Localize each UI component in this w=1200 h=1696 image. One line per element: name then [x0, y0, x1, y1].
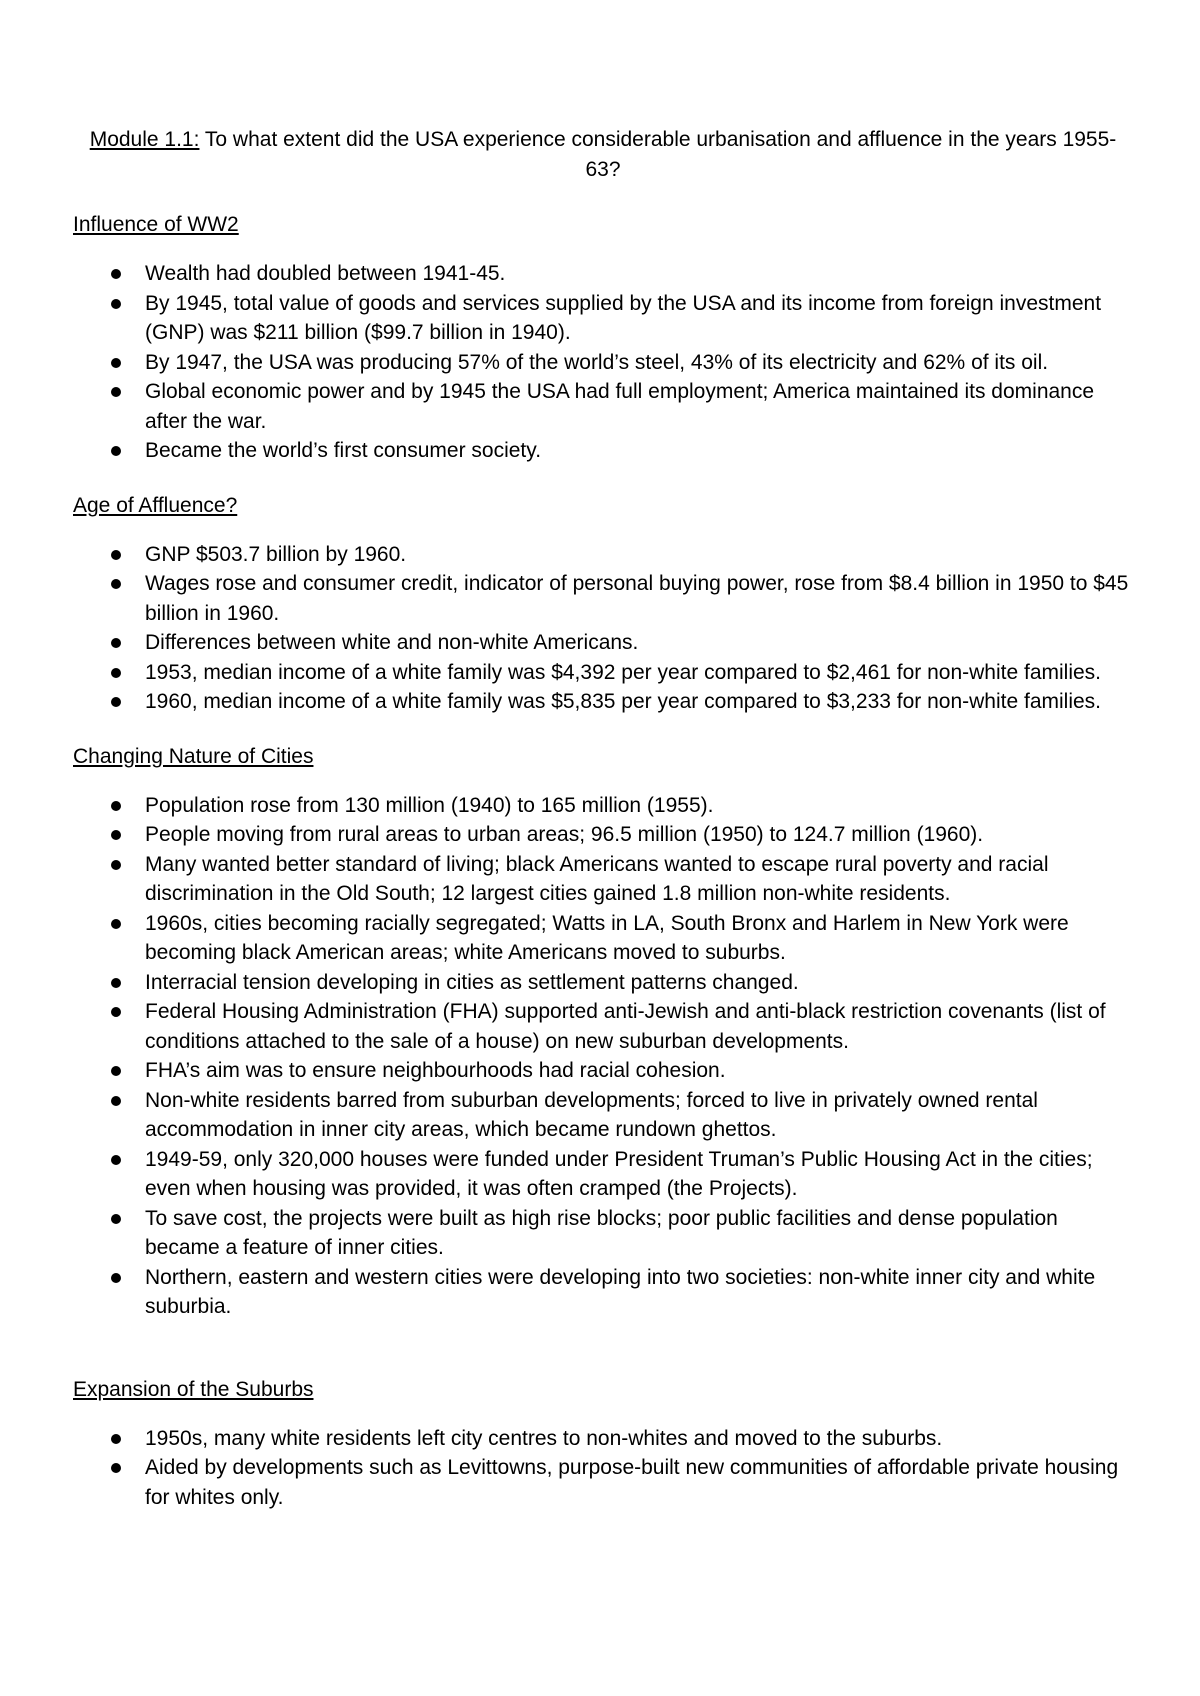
list-item-text: Differences between white and non-white Americans. — [145, 631, 639, 654]
bullet-icon — [111, 1434, 121, 1444]
list-item-text: Wealth had doubled between 1941-45. — [145, 262, 506, 285]
section-spacer — [73, 1348, 1133, 1376]
bullet-icon — [111, 579, 121, 589]
list-item-text: By 1947, the USA was producing 57% of the world’s steel, 43% of its electricity and 62% of its oil. — [145, 350, 1049, 374]
list-item — [73, 1056, 1133, 1086]
list-item-text: 1960s, cities becoming racially segregated; Watts in LA, South Bronx and Harlem in New York were becoming black American areas; white Americans moved to suburbs. — [145, 911, 1069, 964]
bullet-list — [73, 1424, 1133, 1513]
bullet-icon — [111, 1066, 121, 1076]
bullet-list — [73, 540, 1133, 717]
list-item — [73, 820, 1133, 850]
list-item-text: Federal Housing Administration (FHA) supported anti-Jewish and anti-black restriction covenants (list of conditions attached to the sale of a house) on new suburban developments. — [145, 1000, 1106, 1053]
list-item-text: To save cost, the projects were built as high rise blocks; poor public facilities and dense population became a feature of inner cities. — [145, 1206, 1058, 1259]
list-item-text: Non-white residents barred from suburban developments; forced to live in privately owned rental accommodation in inner city areas, which became rundown ghettos. — [145, 1088, 1038, 1141]
section-influence-of-ww2 — [73, 211, 1133, 466]
section-heading: Influence of WW2 — [73, 213, 239, 236]
bullet-icon — [111, 638, 121, 648]
list-item — [73, 968, 1133, 998]
list-item — [73, 436, 1133, 466]
list-item — [73, 289, 1133, 348]
bullet-icon — [111, 358, 121, 368]
list-item-text: People moving from rural areas to urban areas; 96.5 million (1950) to 124.7 million (1960). — [145, 823, 984, 846]
section-heading: Changing Nature of Cities — [73, 744, 314, 768]
list-item-text: 1950s, many white residents left city centres to non-whites and moved to the suburbs. — [145, 1426, 943, 1450]
document-page — [73, 125, 1133, 1538]
section-heading: Expansion of the Suburbs — [73, 1377, 314, 1401]
list-item — [73, 1204, 1133, 1263]
bullet-icon — [111, 801, 121, 811]
bullet-icon — [111, 830, 121, 840]
list-item — [73, 791, 1133, 821]
list-item-text: Global economic power and by 1945 the USA had full employment; America maintained its dominance after the war. — [145, 380, 1095, 433]
bullet-icon — [111, 1155, 121, 1165]
list-item-text: Interracial tension developing in cities as settlement patterns changed. — [145, 970, 799, 994]
bullet-icon — [111, 269, 121, 279]
list-item — [73, 540, 1133, 570]
module-label: Module 1.1: — [89, 128, 200, 151]
list-item — [73, 377, 1133, 436]
bullet-icon — [111, 1463, 121, 1473]
list-item-text: 1960, median income of a white family was $5,835 per year compared to $3,233 for non-white families. — [145, 690, 1102, 713]
list-item — [73, 1086, 1133, 1145]
list-item — [73, 850, 1133, 909]
list-item — [73, 628, 1133, 658]
list-item-text: 1953, median income of a white family was $4,392 per year compared to $2,461 for non-white families. — [145, 660, 1102, 684]
list-item — [73, 1424, 1133, 1454]
list-item-text: Wages rose and consumer credit, indicator of personal buying power, rose from $8.4 billion in 1950 to $45 billion in 1960. — [145, 572, 1129, 625]
bullet-list — [73, 259, 1133, 466]
list-item — [73, 909, 1133, 968]
bullet-list — [73, 791, 1133, 1322]
bullet-icon — [111, 668, 121, 678]
list-item — [73, 1145, 1133, 1204]
bullet-icon — [111, 387, 121, 397]
section-changing-nature-of-cities — [73, 743, 1133, 1376]
list-item-text: 1949-59, only 320,000 houses were funded under President Truman’s Public Housing Act in the cities; even when housing was provided, it was often cramped (the Projects). — [145, 1147, 1093, 1200]
list-item-text: Population rose from 130 million (1940) to 165 million (1955). — [145, 793, 714, 817]
list-item — [73, 997, 1133, 1056]
list-item-text: GNP $503.7 billion by 1960. — [145, 542, 407, 566]
list-item — [73, 1453, 1133, 1512]
section-expansion-of-the-suburbs — [73, 1376, 1133, 1513]
list-item-text: By 1945, total value of goods and services supplied by the USA and its income from foreign investment (GNP) was $211 billion ($99.7 billion in 1940). — [145, 291, 1102, 344]
list-item-text: Aided by developments such as Levittowns, purpose-built new communities of affordable private housing for whites only. — [145, 1456, 1119, 1509]
bullet-icon — [111, 1273, 121, 1283]
list-item-text: Became the world’s first consumer society. — [145, 439, 542, 462]
list-item — [73, 658, 1133, 688]
bullet-icon — [111, 446, 121, 456]
bullet-icon — [111, 299, 121, 309]
list-item — [73, 1263, 1133, 1322]
list-item-text: Northern, eastern and western cities were developing into two societies: non-white inner city and white suburbia. — [145, 1265, 1096, 1318]
bullet-icon — [111, 860, 121, 870]
section-heading: Age of Affluence? — [73, 493, 238, 517]
document-title — [73, 125, 1133, 185]
bullet-icon — [111, 1214, 121, 1224]
list-item — [73, 687, 1133, 717]
list-item-text: Many wanted better standard of living; black Americans wanted to escape rural poverty and racial discrimination in the Old South; 12 largest cities gained 1.8 million non-white residents. — [145, 852, 1049, 905]
list-item — [73, 259, 1133, 289]
bullet-icon — [111, 919, 121, 929]
title-question: To what extent did the USA experience considerable urbanisation and affluence in the years 1955-63? — [199, 128, 1117, 181]
sections-container — [73, 211, 1133, 1512]
list-item — [73, 348, 1133, 378]
bullet-icon — [111, 1007, 121, 1017]
bullet-icon — [111, 550, 121, 560]
list-item — [73, 569, 1133, 628]
bullet-icon — [111, 978, 121, 988]
section-age-of-affluence — [73, 492, 1133, 717]
bullet-icon — [111, 1096, 121, 1106]
list-item-text: FHA’s aim was to ensure neighbourhoods had racial cohesion. — [145, 1059, 726, 1082]
bullet-icon — [111, 697, 121, 707]
